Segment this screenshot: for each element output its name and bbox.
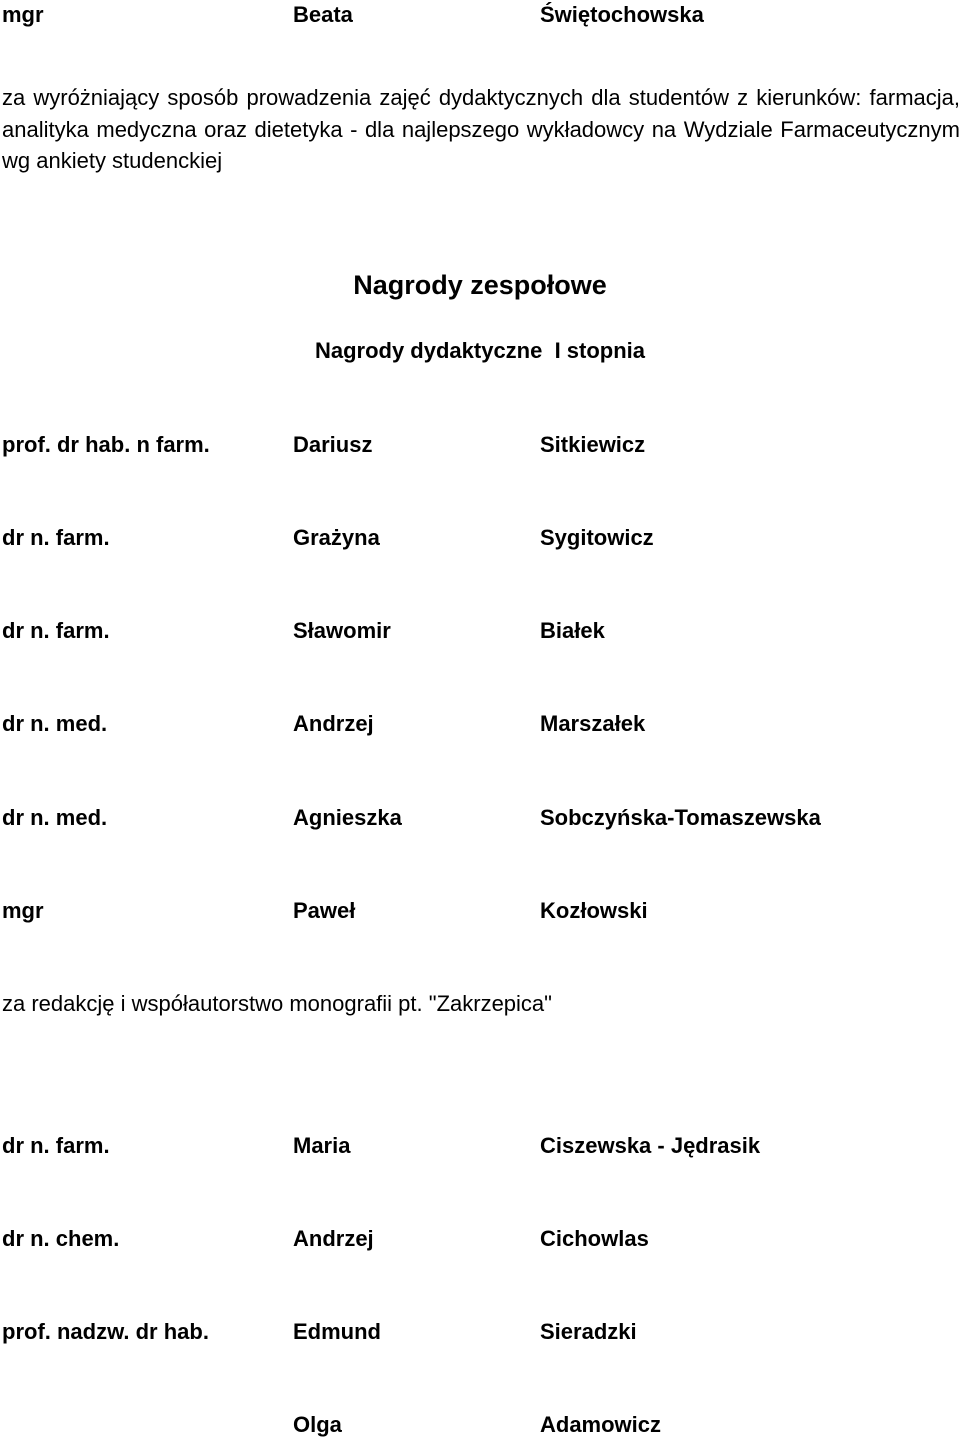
person-last-name: Sygitowicz — [540, 525, 654, 550]
person-last-name: Sieradzki — [540, 1319, 637, 1344]
person-title: dr n. med. — [2, 711, 108, 736]
person-title: dr n. farm. — [2, 525, 110, 550]
person-first-name: Andrzej — [293, 711, 374, 736]
person-first-name: Maria — [293, 1133, 351, 1158]
person-first-name: Dariusz — [293, 432, 373, 457]
person-last-name: Sitkiewicz — [540, 432, 646, 457]
person-last-name: Sobczyńska-Tomaszewska — [540, 805, 821, 830]
person-last-name: Białek — [540, 618, 605, 643]
person-title: mgr — [2, 898, 44, 923]
person-last-name: Adamowicz — [540, 1412, 662, 1437]
team-two-row — [0, 1317, 960, 1347]
person-first-name: Andrzej — [293, 1226, 374, 1251]
person-row-top — [0, 0, 960, 30]
person-title: dr n. chem. — [2, 1226, 120, 1251]
section-subtitle: Nagrody dydaktyczne I stopnia — [314, 338, 646, 363]
person-first-name: Olga — [293, 1412, 342, 1437]
person-first-name: Agnieszka — [293, 805, 402, 830]
team-two-row — [0, 1224, 960, 1254]
person-title: prof. dr hab. n farm. — [2, 432, 210, 457]
person-first-name: Grażyna — [293, 525, 380, 550]
team-one-row — [0, 896, 960, 926]
team-one-row — [0, 523, 960, 553]
person-first-name: Paweł — [293, 898, 356, 923]
team-two-reason: za redakcję i współautorstwo monografii pt. "Zakrzepica" — [2, 991, 552, 1016]
team-one-row — [0, 709, 960, 739]
team-one-row — [0, 803, 960, 833]
person-title: prof. nadzw. dr hab. — [2, 1319, 209, 1344]
person-title: dr n. farm. — [2, 1133, 110, 1158]
team-two-row — [0, 1410, 960, 1440]
person-title: dr n. farm. — [2, 618, 110, 643]
person-last-name: Kozłowski — [540, 898, 648, 923]
person-first-name: Beata — [293, 2, 353, 27]
person-last-name: Ciszewska - Jędrasik — [540, 1133, 761, 1158]
person-first-name: Edmund — [293, 1319, 381, 1344]
team-one-row — [0, 430, 960, 460]
person-last-name: Świętochowska — [540, 2, 704, 27]
team-two-row — [0, 1131, 960, 1161]
person-last-name: Cichowlas — [540, 1226, 649, 1251]
person-title: mgr — [2, 2, 44, 27]
team-one-row — [0, 616, 960, 646]
person-title: dr n. med. — [2, 805, 108, 830]
section-title: Nagrody zespołowe — [353, 270, 607, 300]
award-reason-paragraph: za wyróżniający sposób prowadzenia zajęć dydaktycznych dla studentów z kierunków: farmacja, analityka medyczna oraz dietetyka - dla najlepszego wykładowcy na Wydziale Farmaceutycznym wg ankiety studenckiej — [2, 85, 960, 173]
person-last-name: Marszałek — [540, 711, 646, 736]
person-first-name: Sławomir — [293, 618, 391, 643]
